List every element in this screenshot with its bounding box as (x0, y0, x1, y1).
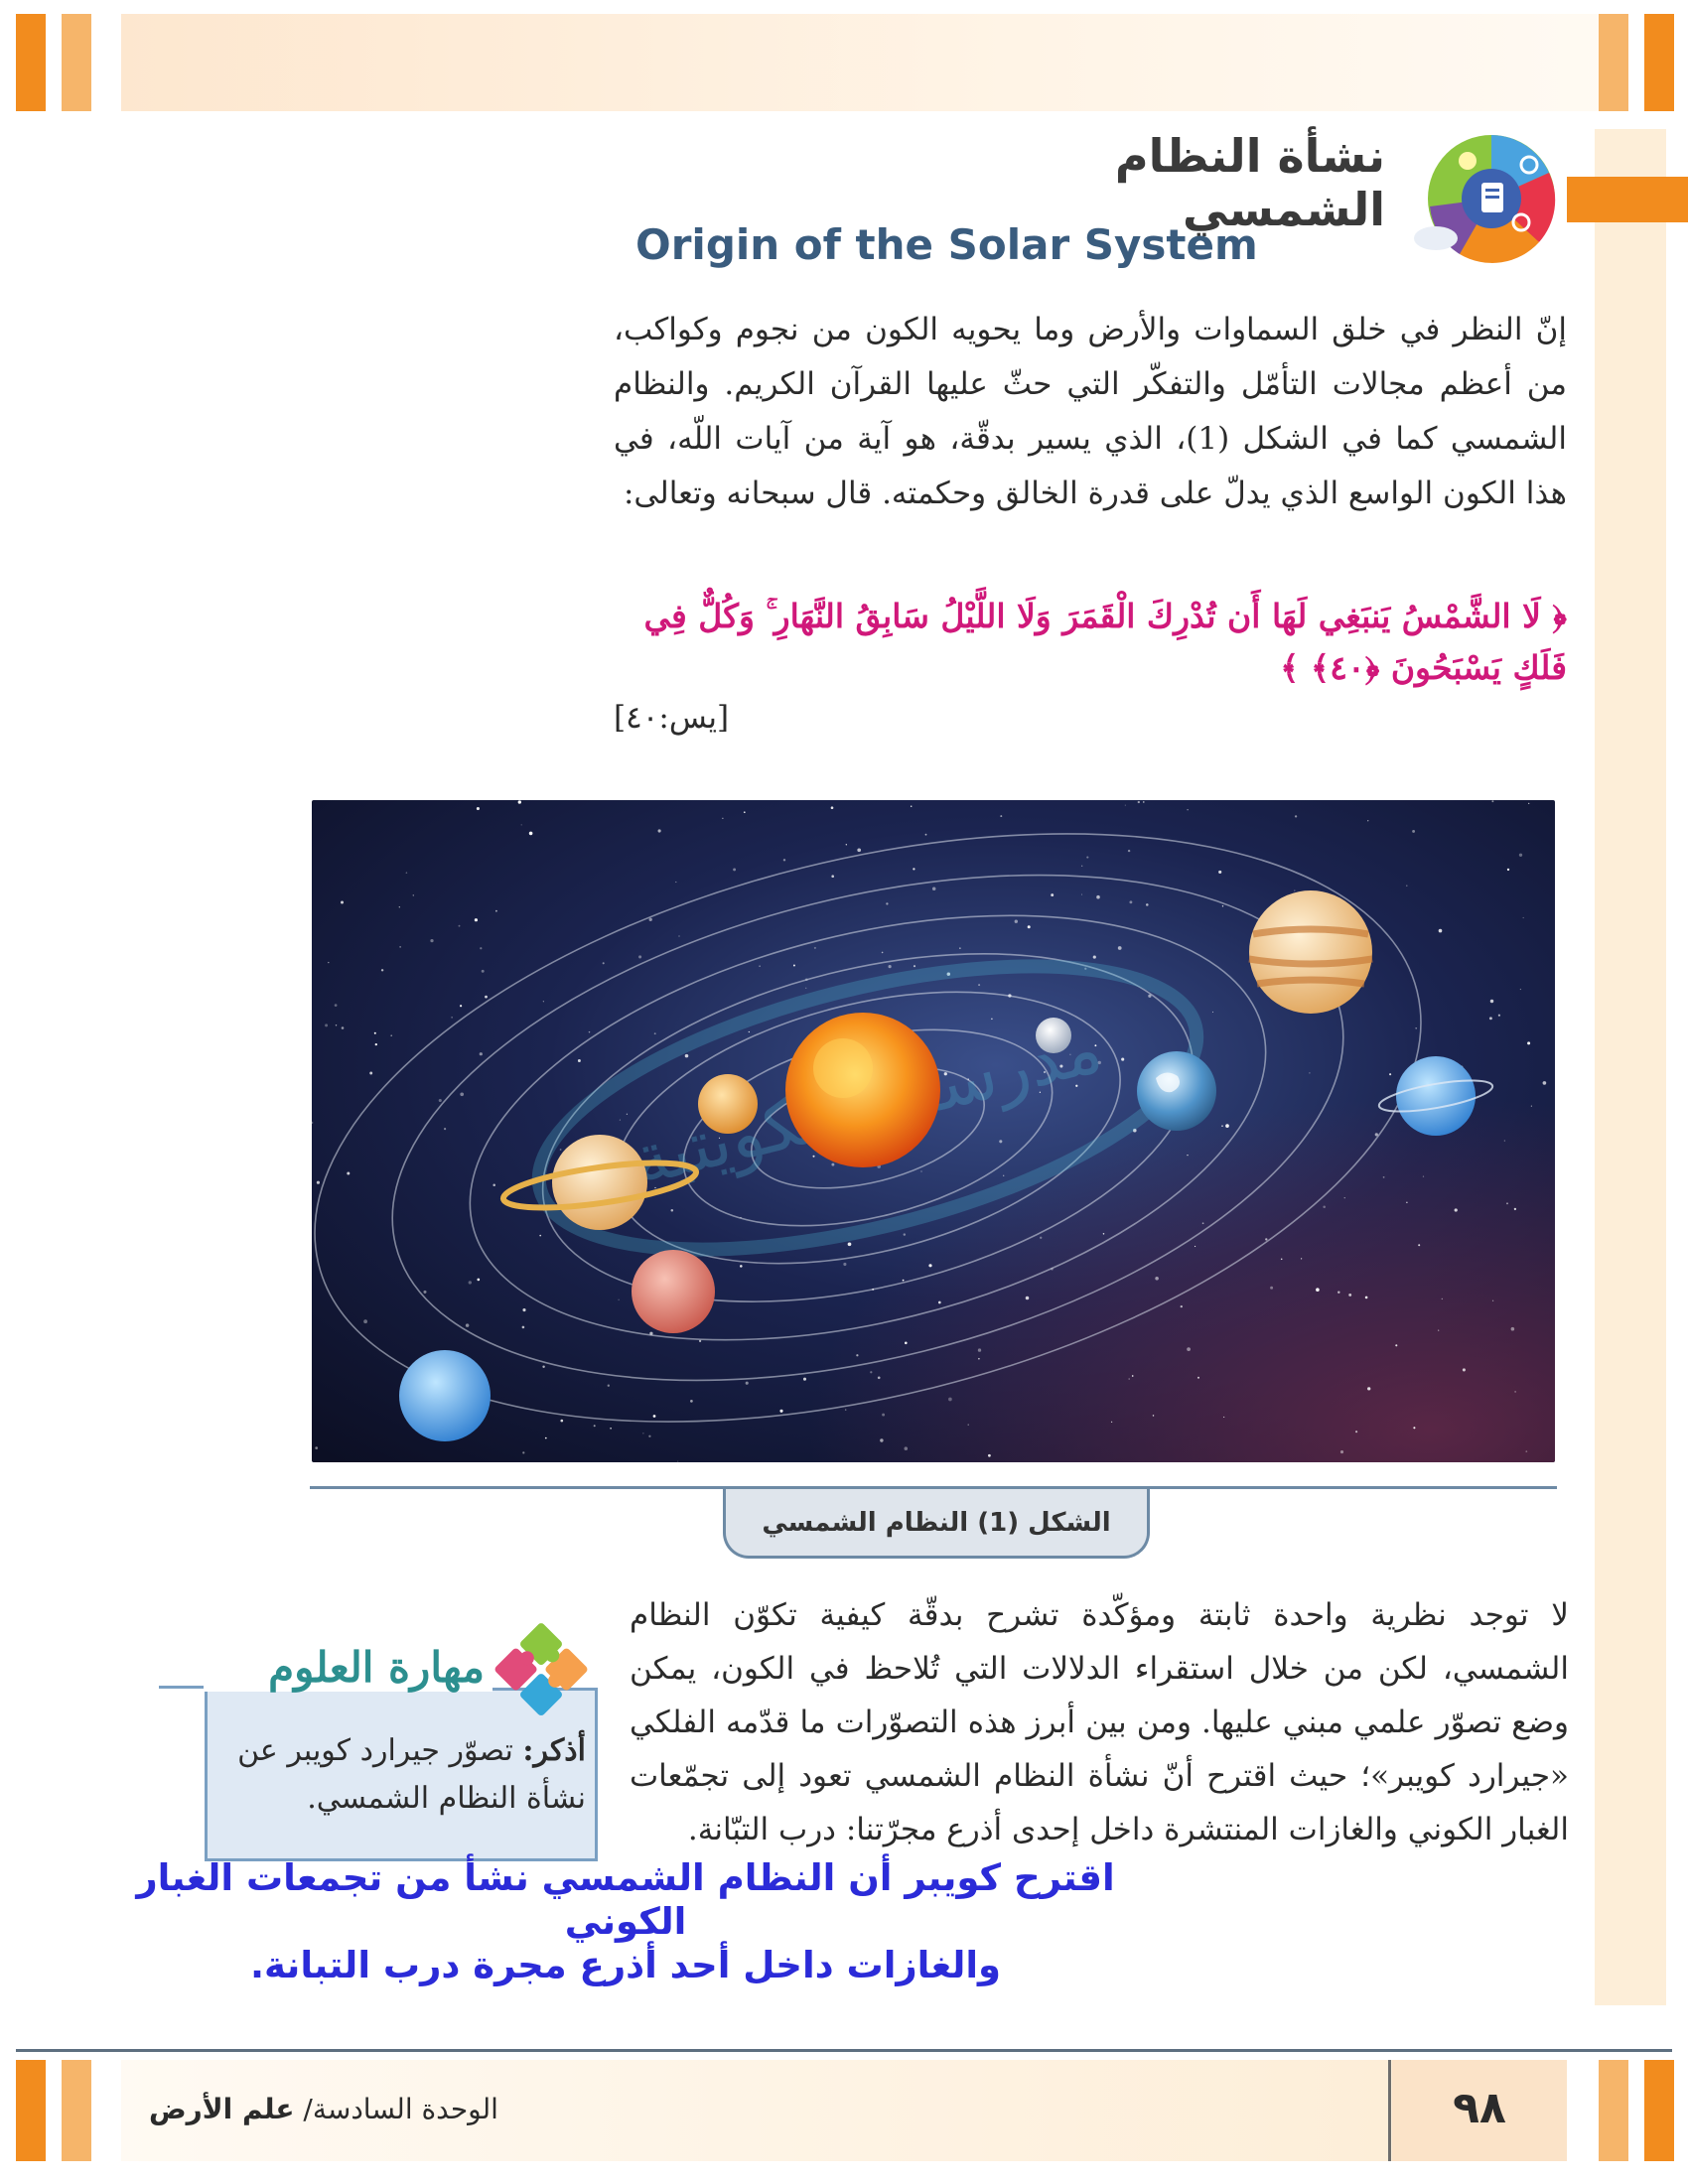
star (477, 807, 480, 810)
star (522, 1451, 524, 1453)
star (1111, 1422, 1112, 1423)
star (1225, 1124, 1229, 1128)
solar-system-figure (312, 800, 1555, 1462)
star (1153, 1415, 1155, 1417)
star (1295, 815, 1297, 817)
skill-text (216, 1727, 586, 1823)
star (932, 887, 936, 890)
star (831, 1163, 834, 1166)
star (831, 806, 834, 809)
star (390, 1034, 392, 1036)
star (466, 1323, 470, 1327)
star (1514, 1208, 1516, 1210)
star (363, 1319, 367, 1323)
star (925, 834, 927, 836)
top-right-bar (1644, 14, 1674, 111)
star (733, 868, 736, 871)
star (315, 1446, 318, 1449)
star (999, 1140, 1002, 1143)
star (1438, 1330, 1439, 1331)
star (594, 1425, 596, 1427)
star (1146, 903, 1149, 906)
star (589, 1031, 591, 1033)
star (482, 970, 485, 973)
star (880, 1438, 883, 1441)
star (1218, 871, 1221, 874)
section-title-en: Origin of the Solar System (635, 220, 1258, 269)
skill-title: مهارة العلوم (204, 1643, 492, 1692)
star (1270, 1287, 1273, 1290)
star (803, 1378, 806, 1381)
star (522, 1326, 525, 1329)
star (1323, 1205, 1326, 1208)
side-tab (1567, 177, 1688, 222)
star (1187, 1155, 1188, 1156)
star (1439, 929, 1443, 933)
star (1418, 1244, 1420, 1246)
star (1221, 1125, 1223, 1127)
star (1492, 1300, 1493, 1301)
star (1489, 1017, 1492, 1020)
star (578, 1059, 581, 1062)
star (485, 996, 488, 999)
star (675, 882, 676, 883)
star (1138, 801, 1140, 803)
star (1265, 1238, 1267, 1240)
star (1212, 1012, 1213, 1013)
star (1520, 989, 1521, 990)
star (335, 1004, 338, 1007)
star (399, 906, 400, 907)
star (492, 1183, 495, 1186)
star (1514, 1391, 1516, 1393)
skill-question: تصوّر جيرارد كويبر عن نشأة النظام الشمسي. (237, 1733, 586, 1816)
star (1406, 1202, 1407, 1203)
star (685, 1054, 689, 1058)
star (543, 1001, 544, 1002)
star (469, 1281, 472, 1284)
star (831, 875, 834, 878)
star (374, 1032, 376, 1034)
star (627, 1114, 628, 1115)
star (882, 952, 884, 954)
star (328, 962, 329, 963)
star (968, 1424, 969, 1425)
star (1383, 1176, 1385, 1178)
star (677, 1461, 678, 1462)
star (905, 1446, 909, 1450)
star (846, 844, 847, 845)
star (1301, 1258, 1302, 1259)
star (1455, 1208, 1458, 1211)
star (678, 935, 679, 936)
handwritten-answer (109, 1856, 1142, 1987)
star (1222, 905, 1223, 906)
star (1406, 886, 1407, 887)
star (722, 818, 723, 819)
star (542, 1366, 544, 1368)
star (545, 1437, 547, 1439)
star (1051, 893, 1054, 896)
star (671, 1209, 674, 1212)
star (430, 939, 433, 942)
star (1507, 869, 1509, 871)
star (1187, 1347, 1191, 1351)
star (928, 1264, 931, 1267)
star (988, 1454, 991, 1457)
star (699, 1340, 701, 1342)
star (1000, 815, 1002, 817)
bottom-left-bar (16, 2060, 46, 2161)
star (459, 925, 461, 927)
star (381, 969, 383, 971)
star (1093, 956, 1096, 959)
star (654, 1032, 656, 1034)
star (749, 1031, 750, 1032)
star (1415, 1027, 1417, 1029)
star (1223, 1417, 1224, 1418)
star (1015, 920, 1018, 923)
bottom-right-bar-light (1599, 2060, 1628, 2161)
bottom-left-bar-light (62, 2060, 91, 2161)
star (857, 848, 861, 852)
footer-unit (149, 2093, 745, 2125)
top-left-bar-light (62, 14, 91, 111)
star (746, 1382, 749, 1385)
intro-paragraph: إنّ النظر في خلق السماوات والأرض وما يحويه الكون من نجوم وكواكب، من أعظم مجالات التأمّل والتفكّر التي حثّ عليها القرآن الكريم. والنظام الشمسي كما في الشكل (1)، الذي يسير بدقّة، هو آية من آيات اللّه، في هذا الكون الواسع الذي يدلّ على قدرة الخالق وحكمته. قال سبحانه وتعالى: (614, 312, 1567, 511)
star (495, 910, 497, 912)
star (904, 1233, 906, 1235)
star (342, 1026, 345, 1029)
star (1187, 809, 1188, 810)
star (347, 1172, 350, 1175)
star (560, 1420, 563, 1423)
star (1463, 1368, 1466, 1371)
answer-line-1: اقترح كويبر أن النظام الشمسي نشأ من تجمعات الغبار الكوني (136, 1856, 1115, 1943)
star (1491, 800, 1493, 802)
star (444, 1128, 446, 1130)
star (978, 984, 980, 986)
star (1504, 1141, 1505, 1142)
star (1413, 1427, 1415, 1429)
side-column (1595, 129, 1666, 2005)
star (317, 1181, 320, 1184)
star (805, 988, 806, 989)
star (423, 1291, 426, 1294)
star (1498, 1015, 1500, 1017)
star (744, 811, 746, 813)
star (1344, 1197, 1345, 1198)
quran-verse: ﴿ لَا الشَّمْسُ يَنبَغِي لَهَا أَن تُدْرِكَ الْقَمَرَ وَلَا اللَّيْلُ سَابِقُ النَّهَارِ ۚ وَكُلٌّ فِي فَلَكٍ يَسْبَحُونَ ﴿٤٠﴾ ﴾ (643, 597, 1567, 687)
page-number: ٩٨ (1453, 2083, 1506, 2133)
star (1527, 1041, 1530, 1044)
star (889, 965, 892, 968)
top-left-bar (16, 14, 46, 111)
section-title-ar: نشأة النظام الشمسي (1114, 129, 1385, 236)
star (475, 918, 478, 921)
star (779, 1410, 782, 1413)
star (451, 1017, 452, 1018)
star (522, 1308, 525, 1311)
star (843, 1263, 846, 1266)
star (1506, 1202, 1508, 1204)
star (783, 859, 785, 861)
footer-rule (16, 2049, 1672, 2052)
star (1081, 866, 1082, 867)
star (610, 1428, 612, 1430)
star (793, 965, 795, 967)
star (477, 1279, 480, 1282)
bottom-right-bar (1644, 2060, 1674, 2161)
skill-label: أذكر: (522, 1733, 586, 1768)
star (1389, 1073, 1391, 1075)
star (1155, 1277, 1159, 1281)
star (603, 962, 605, 964)
footer-divider (1388, 2060, 1391, 2161)
star (759, 965, 761, 967)
star (1543, 1081, 1547, 1085)
star (814, 947, 816, 949)
star (1531, 1106, 1532, 1107)
star (480, 947, 482, 949)
star (1096, 895, 1100, 899)
star (1294, 889, 1295, 890)
star (1028, 925, 1031, 928)
star (608, 1385, 610, 1387)
star (690, 1400, 693, 1403)
star (653, 1415, 656, 1418)
star (460, 1092, 464, 1096)
star (480, 1052, 483, 1055)
star (649, 918, 652, 921)
star (882, 1414, 885, 1417)
star (406, 872, 408, 874)
star (938, 1301, 941, 1304)
star (920, 1170, 921, 1171)
star (336, 1024, 337, 1025)
star (1128, 1378, 1130, 1380)
star (1525, 1450, 1527, 1452)
star (658, 829, 661, 832)
star (1412, 830, 1415, 833)
star (1121, 1058, 1124, 1061)
star (1202, 1222, 1204, 1224)
star (439, 1099, 442, 1102)
star (1367, 820, 1368, 821)
star (1128, 850, 1130, 852)
star (1340, 1450, 1343, 1453)
answer-line-2: والغازات داخل أحد أذرع مجرة درب التبانة. (249, 1944, 1002, 1986)
star (1195, 1246, 1196, 1247)
body-paragraph: لا توجد نظرية واحدة ثابتة ومؤكّدة تشرح بدقّة كيفية تكوّن النظام الشمسي، لكن من خلال استقراء الدلالات التي تُلاحظ في الكون، يمكن وضع تصوّر علمي مبني عليها. ومن بين أبرز هذه التصوّرات ما قدّمه الفلكي «جيرارد كويبر»؛ حيث اقترح أنّ نشأة النظام الشمسي تعود إلى تجمّعات الغبار الكوني والغازات المنتشرة داخل إحدى أذرع مجرّتنا: درب التبّانة. (630, 1597, 1569, 1847)
section-icon (1410, 127, 1569, 276)
star (518, 800, 521, 803)
star (539, 1235, 541, 1237)
star (1129, 900, 1132, 903)
star (1081, 894, 1082, 895)
solar-system-image (312, 800, 1555, 1462)
star (878, 1376, 881, 1379)
puzzle-icon (477, 1606, 606, 1735)
star (913, 868, 914, 870)
star (1423, 1175, 1424, 1176)
star (870, 1371, 872, 1373)
star (740, 1265, 743, 1268)
verse-reference: [يس:٤٠] (614, 700, 730, 736)
star (399, 946, 400, 947)
star (978, 1348, 981, 1351)
star (1003, 1175, 1004, 1176)
top-band (121, 14, 1611, 111)
footer-subject: علم الأرض (149, 2093, 295, 2125)
star (648, 1435, 650, 1437)
star (1348, 1294, 1351, 1297)
star (618, 1299, 619, 1300)
figure-caption: الشكل (1) النظام الشمسي (723, 1489, 1150, 1559)
footer-unit-name: الوحدة السادسة/ (303, 2093, 498, 2125)
star (914, 965, 915, 967)
star (1118, 946, 1122, 950)
star (948, 1398, 952, 1402)
star (325, 1024, 328, 1026)
star (1197, 1377, 1199, 1379)
star (1181, 1305, 1183, 1307)
star (1132, 1375, 1134, 1377)
star (1103, 1233, 1105, 1235)
star (911, 805, 912, 806)
top-right-bar-light (1599, 14, 1628, 111)
star (1143, 801, 1145, 803)
star (638, 955, 641, 958)
star (1490, 1000, 1493, 1003)
star (529, 832, 533, 836)
star (978, 1358, 980, 1360)
star (1365, 1297, 1368, 1299)
star (1511, 1327, 1515, 1331)
star (375, 1043, 377, 1045)
star (1528, 803, 1529, 804)
star (1523, 917, 1524, 918)
star (1442, 1298, 1443, 1299)
star (1040, 1237, 1042, 1239)
star (521, 824, 522, 825)
star (460, 1005, 462, 1007)
star (620, 1120, 621, 1121)
star (1086, 857, 1088, 859)
star (856, 1354, 858, 1356)
star (1337, 1291, 1339, 1293)
star (560, 1149, 562, 1151)
star (369, 1072, 372, 1075)
star (1355, 1431, 1357, 1433)
star (1367, 1387, 1370, 1390)
star (1395, 1344, 1397, 1346)
star (1316, 1288, 1320, 1292)
star (1309, 1072, 1310, 1073)
star (1519, 854, 1522, 857)
star (1125, 805, 1126, 806)
star (903, 1280, 905, 1282)
star (959, 947, 960, 948)
star (845, 1409, 846, 1410)
star (886, 902, 888, 904)
star (1281, 1259, 1283, 1261)
watermark-text: مدرستي الكويتية (624, 1006, 1110, 1202)
star (341, 901, 344, 904)
star (413, 894, 414, 895)
star (1026, 1297, 1030, 1300)
star (848, 1242, 852, 1246)
star (905, 1342, 908, 1345)
star (991, 1019, 992, 1020)
